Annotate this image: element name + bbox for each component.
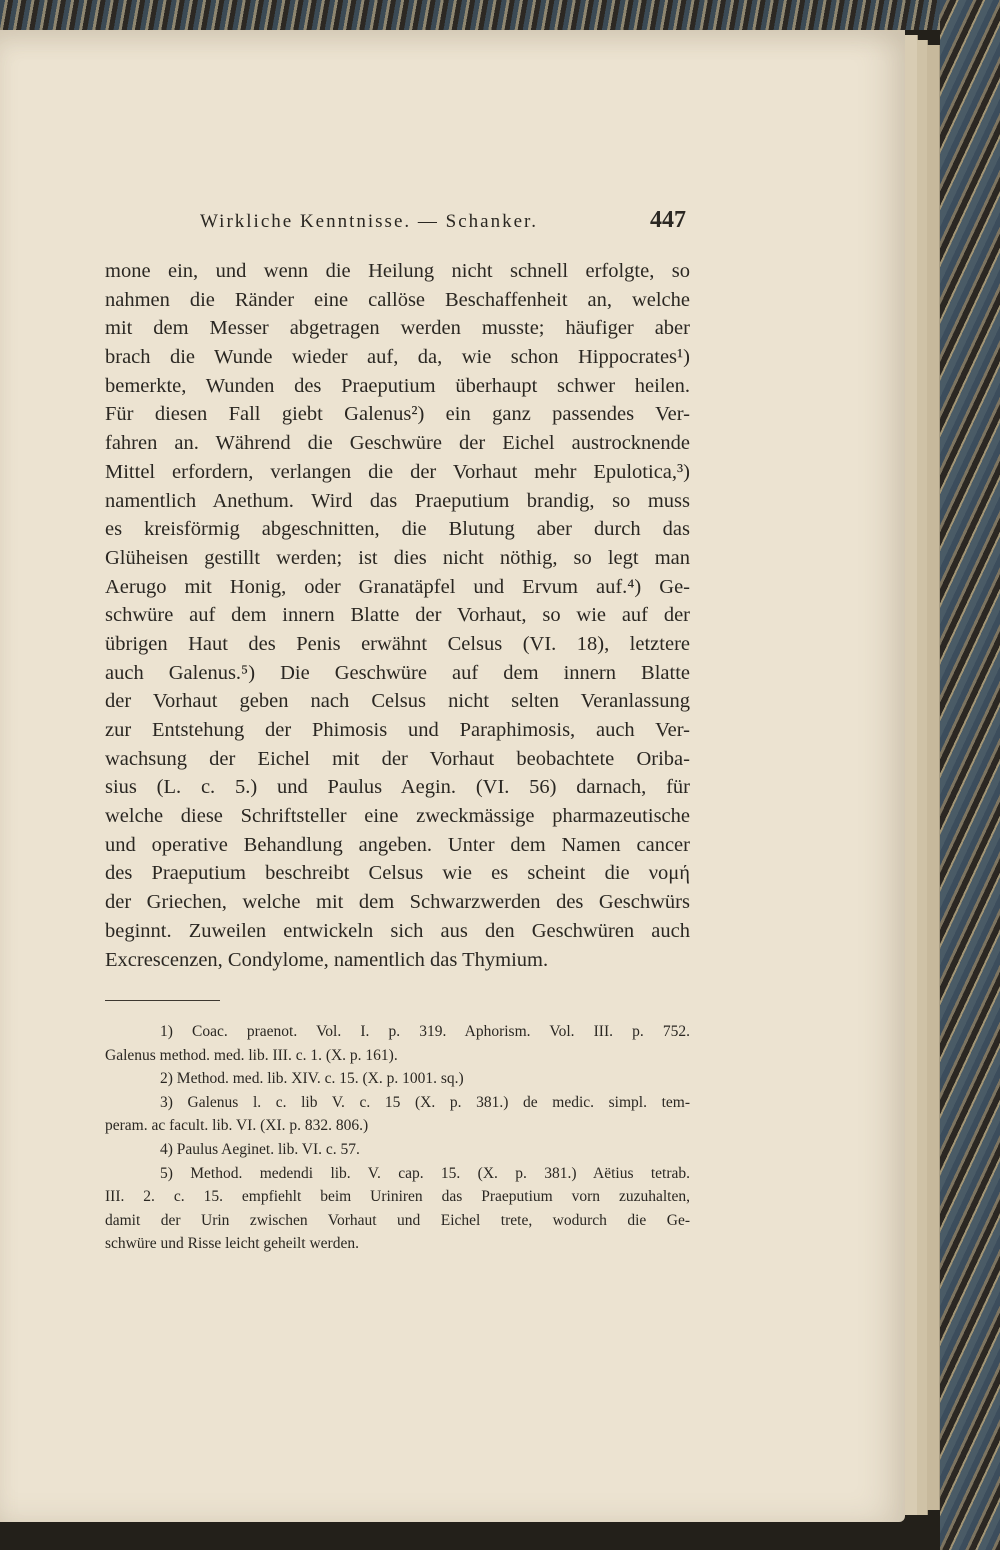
- footnote-line: peram. ac facult. lib. VI. (XI. p. 832. 806.): [105, 1117, 369, 1135]
- body-line: auch Galenus.⁵) Die Geschwüre auf dem innern Blatte: [105, 661, 690, 684]
- footnote-line: schwüre und Risse leicht geheilt werden.: [105, 1235, 359, 1253]
- footnote-line: 3) Galenus l. c. lib V. c. 15 (X. p. 381.) de medic. simpl. tem-: [160, 1093, 690, 1111]
- body-line: Aerugo mit Honig, oder Granatäpfel und Ervum auf.⁴) Ge-: [105, 575, 690, 598]
- body-line: übrigen Haut des Penis erwähnt Celsus (VI. 18), letztere: [105, 632, 690, 655]
- body-line: nahmen die Ränder eine callöse Beschaffenheit an, welche: [105, 288, 690, 311]
- header-title: Wirkliche Kenntnisse. — Schanker.: [200, 211, 539, 232]
- body-line: und operative Behandlung angeben. Unter dem Namen cancer: [105, 833, 690, 856]
- body-line: zur Entstehung der Phimosis und Paraphimosis, auch Ver-: [105, 719, 690, 741]
- footnote-line: 1) Coac. praenot. Vol. I. p. 319. Aphorism. Vol. III. p. 752.: [160, 1023, 690, 1040]
- page-number: 447: [650, 207, 686, 233]
- body-line: sius (L. c. 5.) und Paulus Aegin. (VI. 56) darnach, für: [105, 776, 690, 799]
- body-text: [105, 257, 690, 974]
- body-line: Excrescenzen, Condylome, namentlich das Thymium.: [105, 948, 549, 971]
- footnote-separator: [105, 1000, 220, 1001]
- footnote-line: 4) Paulus Aeginet. lib. VI. c. 57.: [160, 1140, 360, 1158]
- page-edge-leaf: [927, 45, 940, 1510]
- body-line: des Praeputium beschreibt Celsus wie es scheint die νομή: [105, 862, 690, 885]
- footnotes: [105, 1020, 690, 1256]
- footnote-line: 5) Method. medendi lib. V. cap. 15. (X. p. 381.) Aëtius tetrab.: [160, 1164, 690, 1182]
- body-line: Glüheisen gestillt werden; ist dies nicht nöthig, so legt man: [105, 546, 690, 569]
- body-line: welche diese Schriftsteller eine zweckmässige pharmazeutische: [105, 805, 690, 828]
- footnote-line: 2) Method. med. lib. XIV. c. 15. (X. p. 1001. sq.): [160, 1070, 464, 1088]
- body-line: Mittel erfordern, verlangen die der Vorhaut mehr Epulotica,³): [105, 460, 690, 483]
- body-line: mone ein, und wenn die Heilung nicht schnell erfolgte, so: [105, 260, 690, 282]
- footnote-line: damit der Urin zwischen Vorhaut und Eichel trete, wodurch die Ge-: [105, 1211, 690, 1229]
- body-line: der Griechen, welche mit dem Schwarzwerden des Geschwürs: [105, 891, 690, 914]
- body-line: schwüre auf dem innern Blatte der Vorhaut, so wie auf der: [105, 604, 690, 627]
- footnote-line: Galenus method. med. lib. III. c. 1. (X. p. 161).: [105, 1046, 398, 1064]
- top-binding-edge: [0, 0, 1000, 30]
- body-line: beginnt. Zuweilen entwickeln sich aus den Geschwüren auch: [105, 919, 690, 942]
- body-line: namentlich Anethum. Wird das Praeputium brandig, so muss: [105, 489, 690, 512]
- body-line: der Vorhaut geben nach Celsus nicht selten Veranlassung: [105, 690, 690, 713]
- marbled-book-edge: [940, 0, 1000, 1550]
- body-line: wachsung der Eichel mit der Vorhaut beobachtete Oriba-: [105, 747, 690, 770]
- body-line: bemerkte, Wunden des Praeputium überhaupt schwer heilen.: [105, 374, 690, 397]
- body-line: es kreisförmig abgeschnitten, die Blutung aber durch das: [105, 518, 690, 541]
- body-line: brach die Wunde wieder auf, da, wie schon Hippocrates¹): [105, 346, 690, 369]
- footnote-line: III. 2. c. 15. empfiehlt beim Uriniren das Praeputium vorn zuzuhalten,: [105, 1188, 690, 1206]
- running-header: [200, 207, 690, 237]
- body-line: Für diesen Fall giebt Galenus²) ein ganz passendes Ver-: [105, 403, 690, 426]
- body-line: fahren an. Während die Geschwüre der Eichel austrocknende: [105, 432, 690, 455]
- body-line: mit dem Messer abgetragen werden musste; häufiger aber: [105, 317, 690, 340]
